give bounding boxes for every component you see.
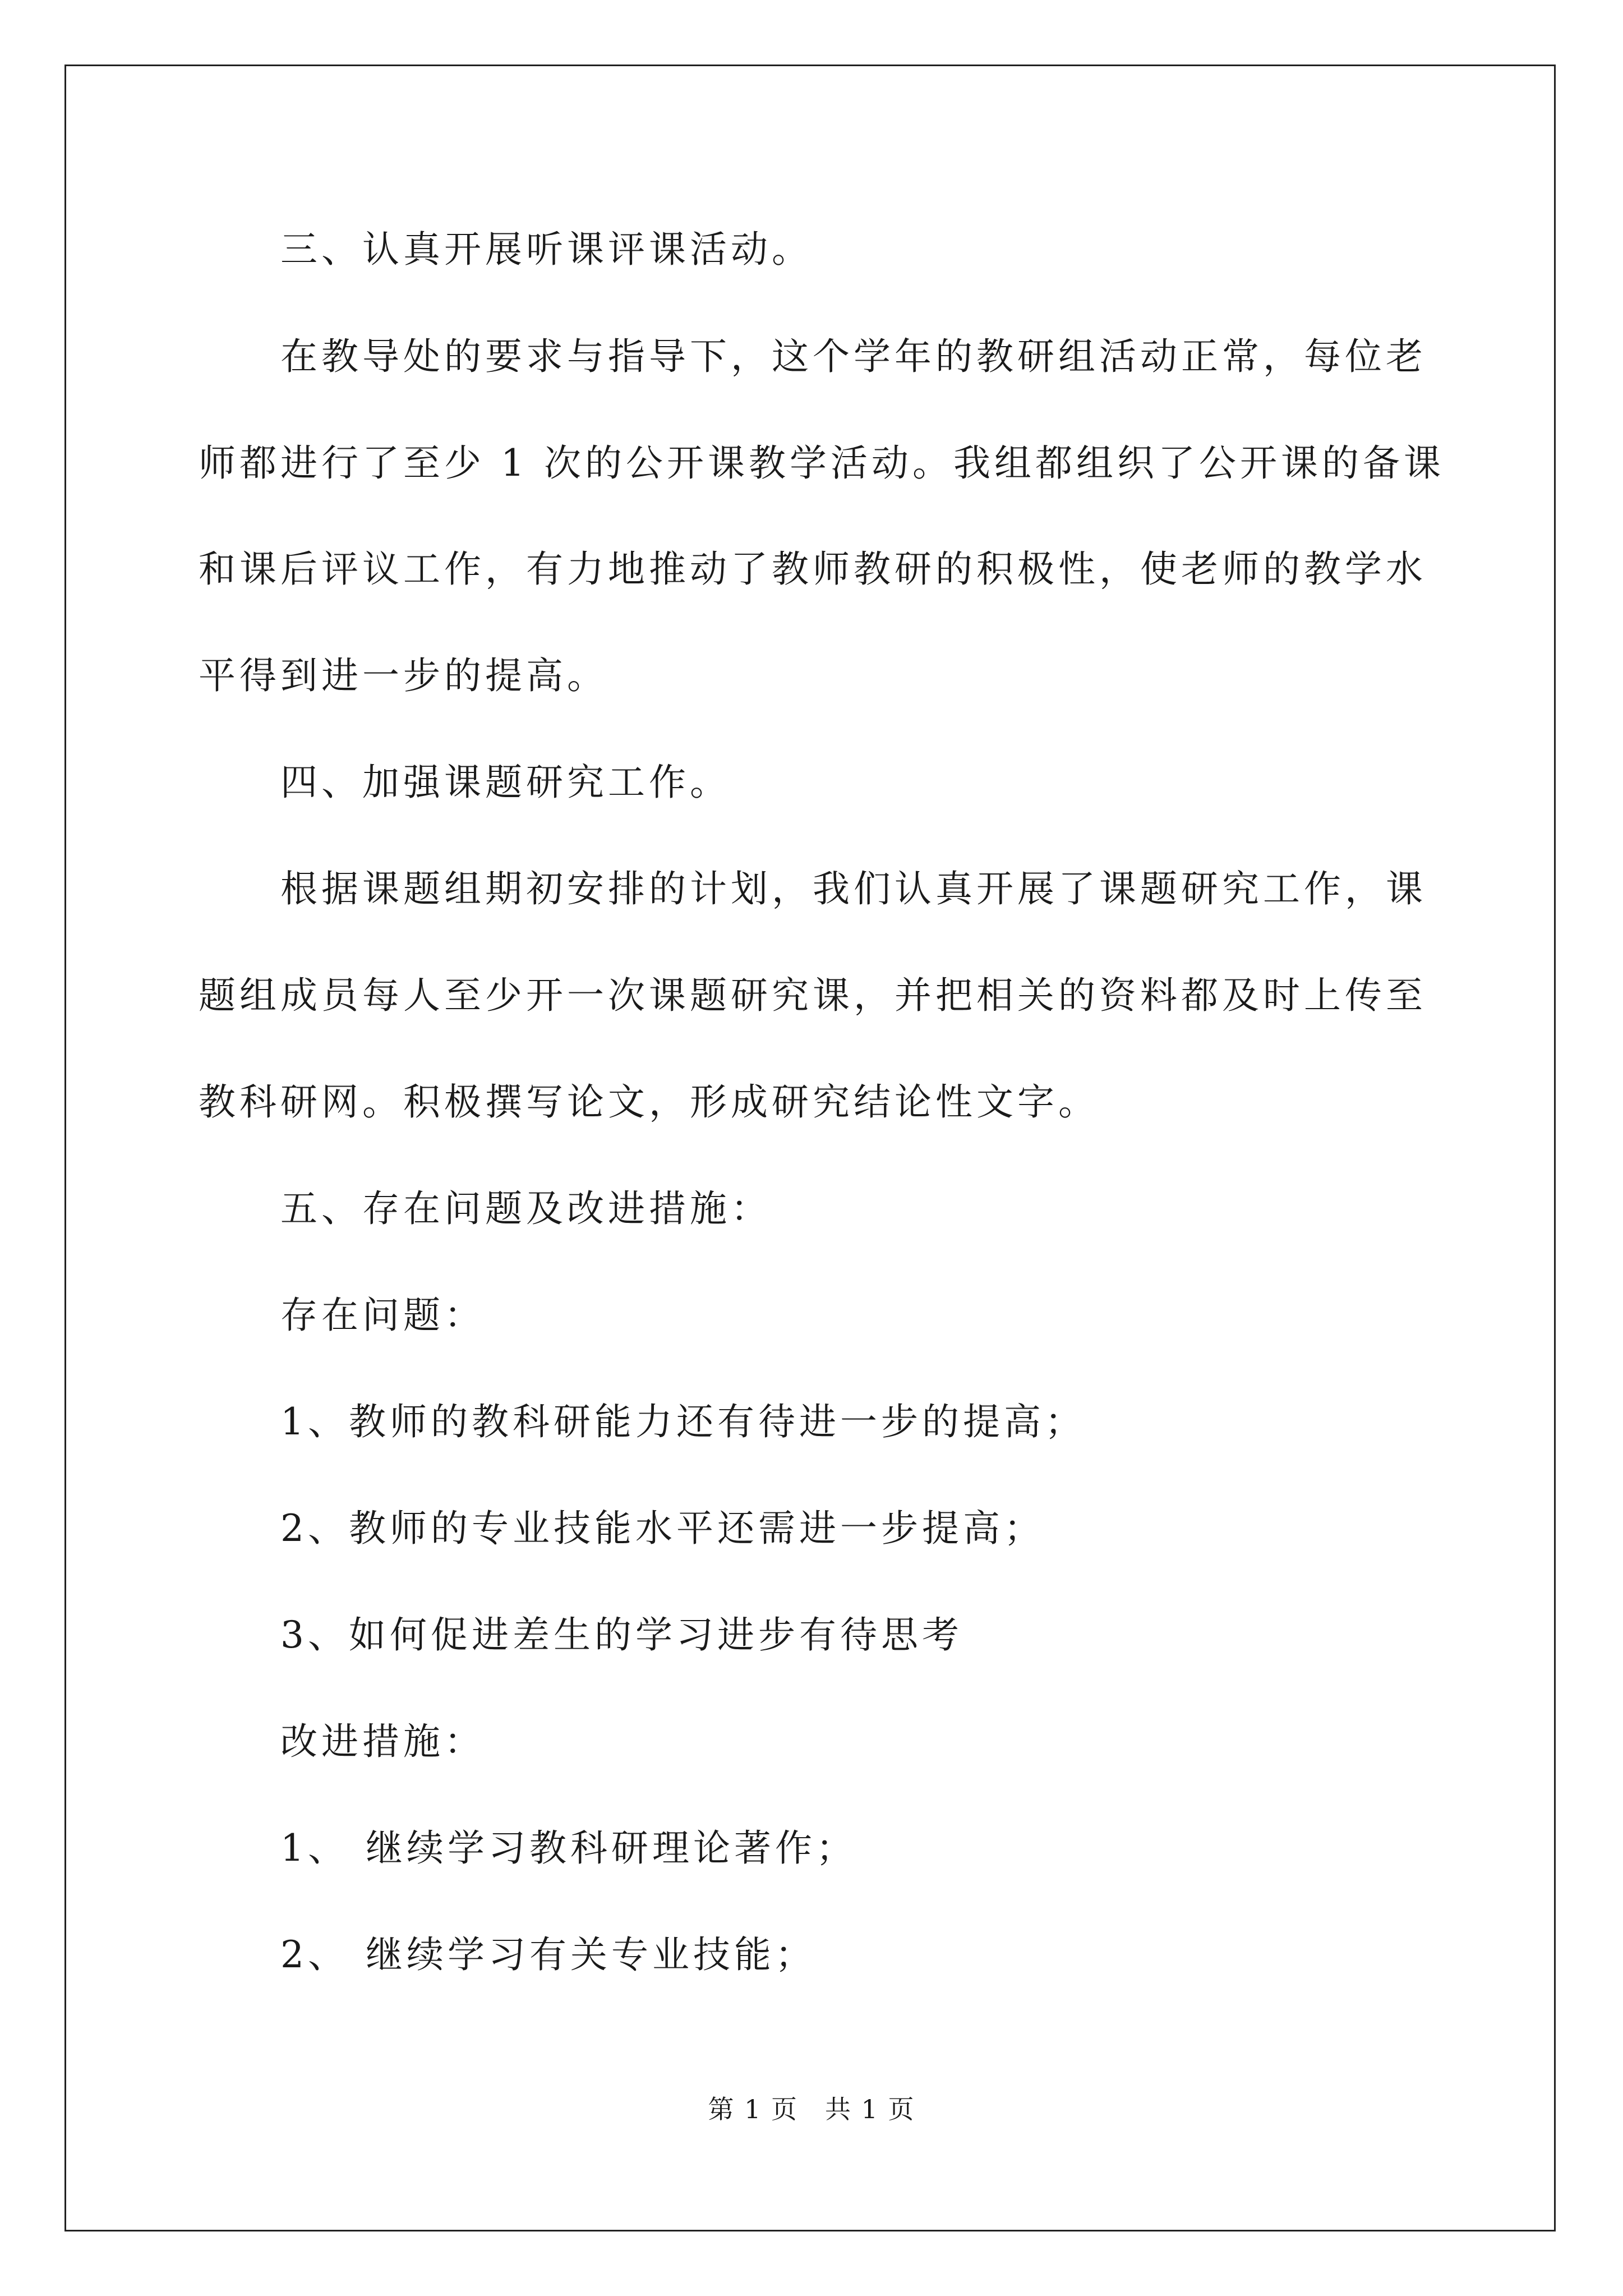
problem-item: 2、教师的专业技能水平还需进一步提高； (280, 1507, 1045, 1550)
measure-item (280, 1932, 816, 1977)
measure-text: 继续学习有关专业技能； (366, 1933, 816, 1976)
section-heading-4: 四、加强课题研究工作。 (280, 761, 731, 804)
measure-text: 继续学习教科研理论著作； (366, 1826, 857, 1870)
paragraph-line: 在教导处的要求与指导下，这个学年的教研组活动正常，每位老 (280, 335, 1427, 378)
paragraph-line: 题组成员每人至少开一次课题研究课，并把相关的资料都及时上传至 (199, 974, 1427, 1017)
measures-label: 改进措施： (280, 1720, 485, 1763)
paragraph-line: 教科研网。积极撰写论文，形成研究结论性文字。 (199, 1080, 1099, 1124)
problem-item: 3、如何促进差生的学习进步有待思考 (280, 1613, 963, 1657)
paragraph-line: 平得到进一步的提高。 (199, 654, 608, 697)
problems-label: 存在问题： (280, 1294, 485, 1337)
section-heading-5: 五、存在问题及改进措施： (280, 1187, 772, 1230)
measure-number: 1、 (280, 1826, 349, 1870)
measure-item (280, 1826, 857, 1871)
page-footer: 第 1 页 共 1 页 (708, 2094, 915, 2124)
paragraph-line: 根据课题组期初安排的计划，我们认真开展了课题研究工作，课 (280, 867, 1427, 910)
paragraph-line: 和课后评议工作，有力地推动了教师教研的积极性，使老师的教学水 (199, 547, 1427, 591)
section-heading-3: 三、认真开展听课评课活动。 (280, 228, 813, 271)
page-border (64, 65, 1556, 2231)
paragraph-line: 师都进行了至少 1 次的公开课教学活动。我组都组织了公开课的备课 (199, 441, 1445, 485)
problem-item: 1、教师的教科研能力还有待进一步的提高； (280, 1400, 1086, 1443)
measure-number: 2、 (280, 1933, 349, 1976)
